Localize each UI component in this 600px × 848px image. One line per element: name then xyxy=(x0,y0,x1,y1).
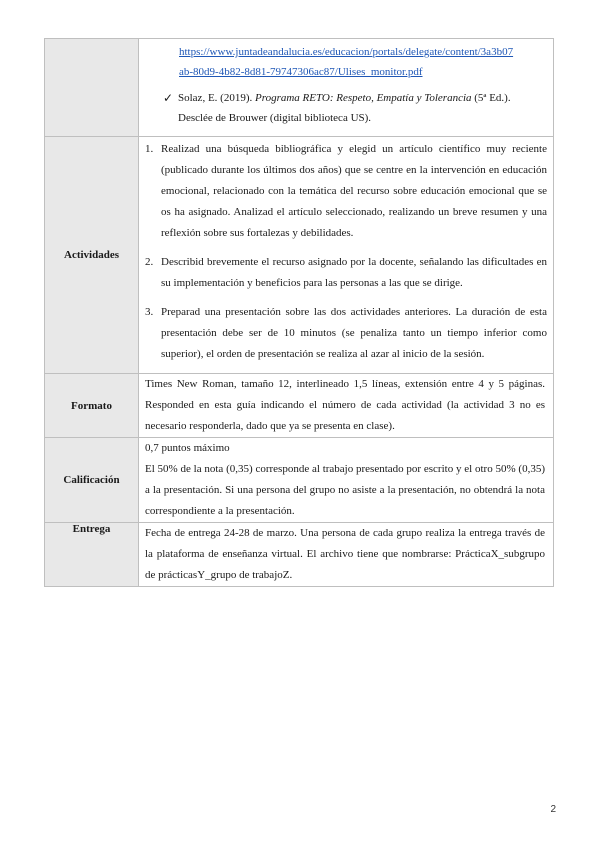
assignment-table xyxy=(44,38,554,587)
activity-item xyxy=(139,139,547,244)
reference-link-line1[interactable]: https://www.juntadeandalucia.es/educacion/portals/delegate/content/3a3b07 xyxy=(179,46,514,58)
format-text: Times New Roman, tamaño 12, interlineado 1,5 líneas, extensión entre 4 y 5 páginas. Responded en esta guía indicando el número de cada actividad (la actividad 3 no es necesario responderla, dado que ya se presenta en clase). xyxy=(145,378,545,432)
activities-cell xyxy=(139,137,554,374)
check-icon: ✓ xyxy=(163,91,174,105)
activity-text: Preparad una presentación sobre las dos actividades anteriores. La duración de esta presentación debe ser de 10 minutos (se penaliza tanto un tiempo inferior como superior), el orden de presentación se realiza al azar al inicio de la sesión. xyxy=(161,306,547,360)
delivery-row xyxy=(45,523,554,587)
book-reference xyxy=(139,88,553,136)
format-cell xyxy=(139,374,554,438)
delivery-text: Fecha de entrega 24-28 de marzo. Una persona de cada grupo realiza la entrega través de la plataforma de enseñanza virtual. El archivo tiene que nombrarse: PrácticaX_subgrupo de prácticasY_grupo de trabajoZ. xyxy=(145,527,545,581)
delivery-label-cell xyxy=(45,523,139,587)
grading-label: Calificación xyxy=(63,474,120,486)
references-cell xyxy=(139,39,554,137)
activities-list xyxy=(139,137,553,373)
activity-number: 1. xyxy=(145,143,154,155)
page-number: 2 xyxy=(550,804,556,815)
grading-label-cell xyxy=(45,438,139,523)
reference-link-line2[interactable]: ab-80d9-4b82-8d81-79747306ac87/Ulises_monitor.pdf xyxy=(179,66,423,78)
activity-number: 3. xyxy=(145,306,154,318)
reference-link[interactable] xyxy=(139,39,553,82)
activities-label: Actividades xyxy=(64,249,119,261)
activities-row xyxy=(45,137,554,374)
activities-label-cell xyxy=(45,137,139,374)
references-label-cell xyxy=(45,39,139,137)
format-label-cell xyxy=(45,374,139,438)
book-publisher: Desclée de Brouwer (digital biblioteca US). xyxy=(178,112,372,124)
format-label: Formato xyxy=(71,399,112,412)
grading-max-points: 0,7 puntos máximo xyxy=(145,442,230,454)
activity-item xyxy=(139,252,547,294)
delivery-label: Entrega xyxy=(72,523,111,535)
grading-cell xyxy=(139,438,554,523)
activity-text: Describid brevemente el recurso asignado por la docente, señalando las dificultades en su implementación y beneficios para las personas a las que se dirige. xyxy=(161,256,547,289)
book-edition: (5ª Ed.). xyxy=(471,92,511,104)
activity-text: Realizad una búsqueda bibliográfica y elegid un artículo científico muy reciente (publicado durante los últimos dos años) que se centre en la intervención en educación emocional, relacionado con la temática del recurso sobre educación emocional que se os ha asignado. Analizad el artículo seleccionado, realizando un breve resumen y una reflexión sobre sus fortalezas y debilidades. xyxy=(161,143,547,239)
delivery-cell xyxy=(139,523,554,587)
book-title: Programa RETO: Respeto, Empatía y Tolerancia xyxy=(254,92,472,104)
activity-number: 2. xyxy=(145,256,154,268)
grading-breakdown: El 50% de la nota (0,35) corresponde al trabajo presentado por escrito y el otro 50% (0,35) a la presentación. Si una persona del grupo no asiste a la presentación, no obtendrá la nota correspondiente a la presentación. xyxy=(145,463,545,517)
references-row xyxy=(45,39,554,137)
format-row xyxy=(45,374,554,438)
activity-item xyxy=(139,302,547,365)
book-author-year: Solaz, E. (2019). xyxy=(178,92,255,104)
grading-row xyxy=(45,438,554,523)
